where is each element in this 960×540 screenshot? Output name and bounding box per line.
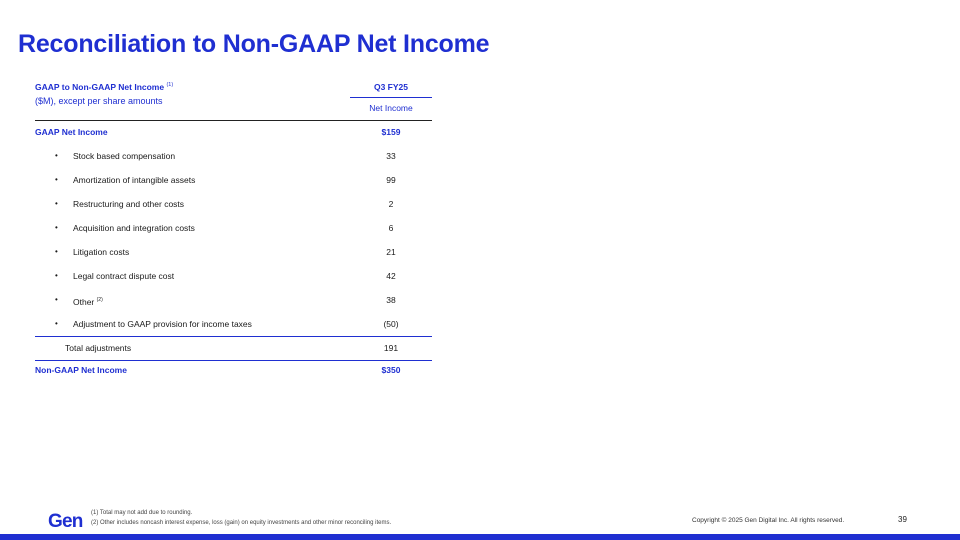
table-header-title-text: GAAP to Non-GAAP Net Income [35, 82, 165, 92]
row-value: 33 [386, 151, 396, 161]
bullet-icon: • [55, 319, 58, 328]
non-gaap-net-income-value: $350 [381, 365, 401, 375]
page-title: Reconciliation to Non-GAAP Net Income [18, 30, 490, 58]
table-header-title-note: (1) [166, 82, 174, 89]
total-adjustments-label: Total adjustments [65, 343, 132, 353]
table-row [35, 172, 432, 188]
bullet-icon: • [55, 223, 58, 232]
row-label: Stock based compensation [73, 151, 176, 161]
column-name: Net Income [369, 103, 413, 113]
row-label: Adjustment to GAAP provision for income taxes [73, 319, 252, 329]
row-label-note: (2) [96, 297, 103, 303]
bullet-icon: • [55, 199, 58, 208]
bullet-icon: • [55, 151, 58, 160]
table-header-title [35, 82, 173, 92]
table-row [35, 268, 432, 284]
footnote-2: (2) Other includes noncash interest expense, loss (gain) on equity investments and other minor reconciling items. [91, 520, 392, 526]
row-label [73, 292, 103, 310]
copyright-text: Copyright © 2025 Gen Digital Inc. All rights reserved. [692, 517, 845, 524]
table-row [35, 148, 432, 164]
table-header-subtitle: ($M), except per share amounts [35, 96, 163, 106]
non-gaap-net-income-row [35, 362, 432, 378]
header-rule [35, 120, 432, 121]
row-value: (50) [383, 319, 399, 329]
row-label-text: Other [73, 296, 95, 307]
table-row [35, 316, 432, 332]
row-value: 6 [388, 223, 394, 233]
bullet-icon: • [55, 247, 58, 256]
table-row [35, 292, 432, 308]
gaap-net-income-value: $159 [381, 127, 401, 137]
column-period: Q3 FY25 [373, 82, 409, 92]
gaap-net-income-label: GAAP Net Income [35, 127, 108, 137]
total-adjustments-row [35, 340, 432, 356]
non-gaap-net-income-label: Non-GAAP Net Income [35, 365, 127, 375]
row-value: 21 [386, 247, 396, 257]
bullet-icon: • [55, 295, 58, 304]
gen-logo: Gen [48, 511, 83, 532]
bullet-icon: • [55, 271, 58, 280]
footnote-1: (1) Total may not add due to rounding. [91, 510, 193, 516]
page-number: 39 [898, 515, 907, 524]
total-top-rule [35, 336, 432, 337]
bottom-brand-bar [0, 534, 960, 540]
total-bottom-rule [35, 360, 432, 361]
period-underline [350, 97, 432, 98]
total-adjustments-value: 191 [383, 343, 399, 353]
table-row [35, 244, 432, 260]
table-row [35, 220, 432, 236]
row-label: Legal contract dispute cost [73, 271, 175, 281]
row-value: 38 [386, 295, 396, 305]
row-value: 42 [386, 271, 396, 281]
row-value: 99 [386, 175, 396, 185]
row-label: Amortization of intangible assets [73, 175, 196, 185]
row-value: 2 [388, 199, 394, 209]
row-label: Litigation costs [73, 247, 130, 257]
gaap-net-income-row [35, 124, 432, 140]
row-label: Restructuring and other costs [73, 199, 185, 209]
row-label: Acquisition and integration costs [73, 223, 195, 233]
bullet-icon: • [55, 175, 58, 184]
table-row [35, 196, 432, 212]
